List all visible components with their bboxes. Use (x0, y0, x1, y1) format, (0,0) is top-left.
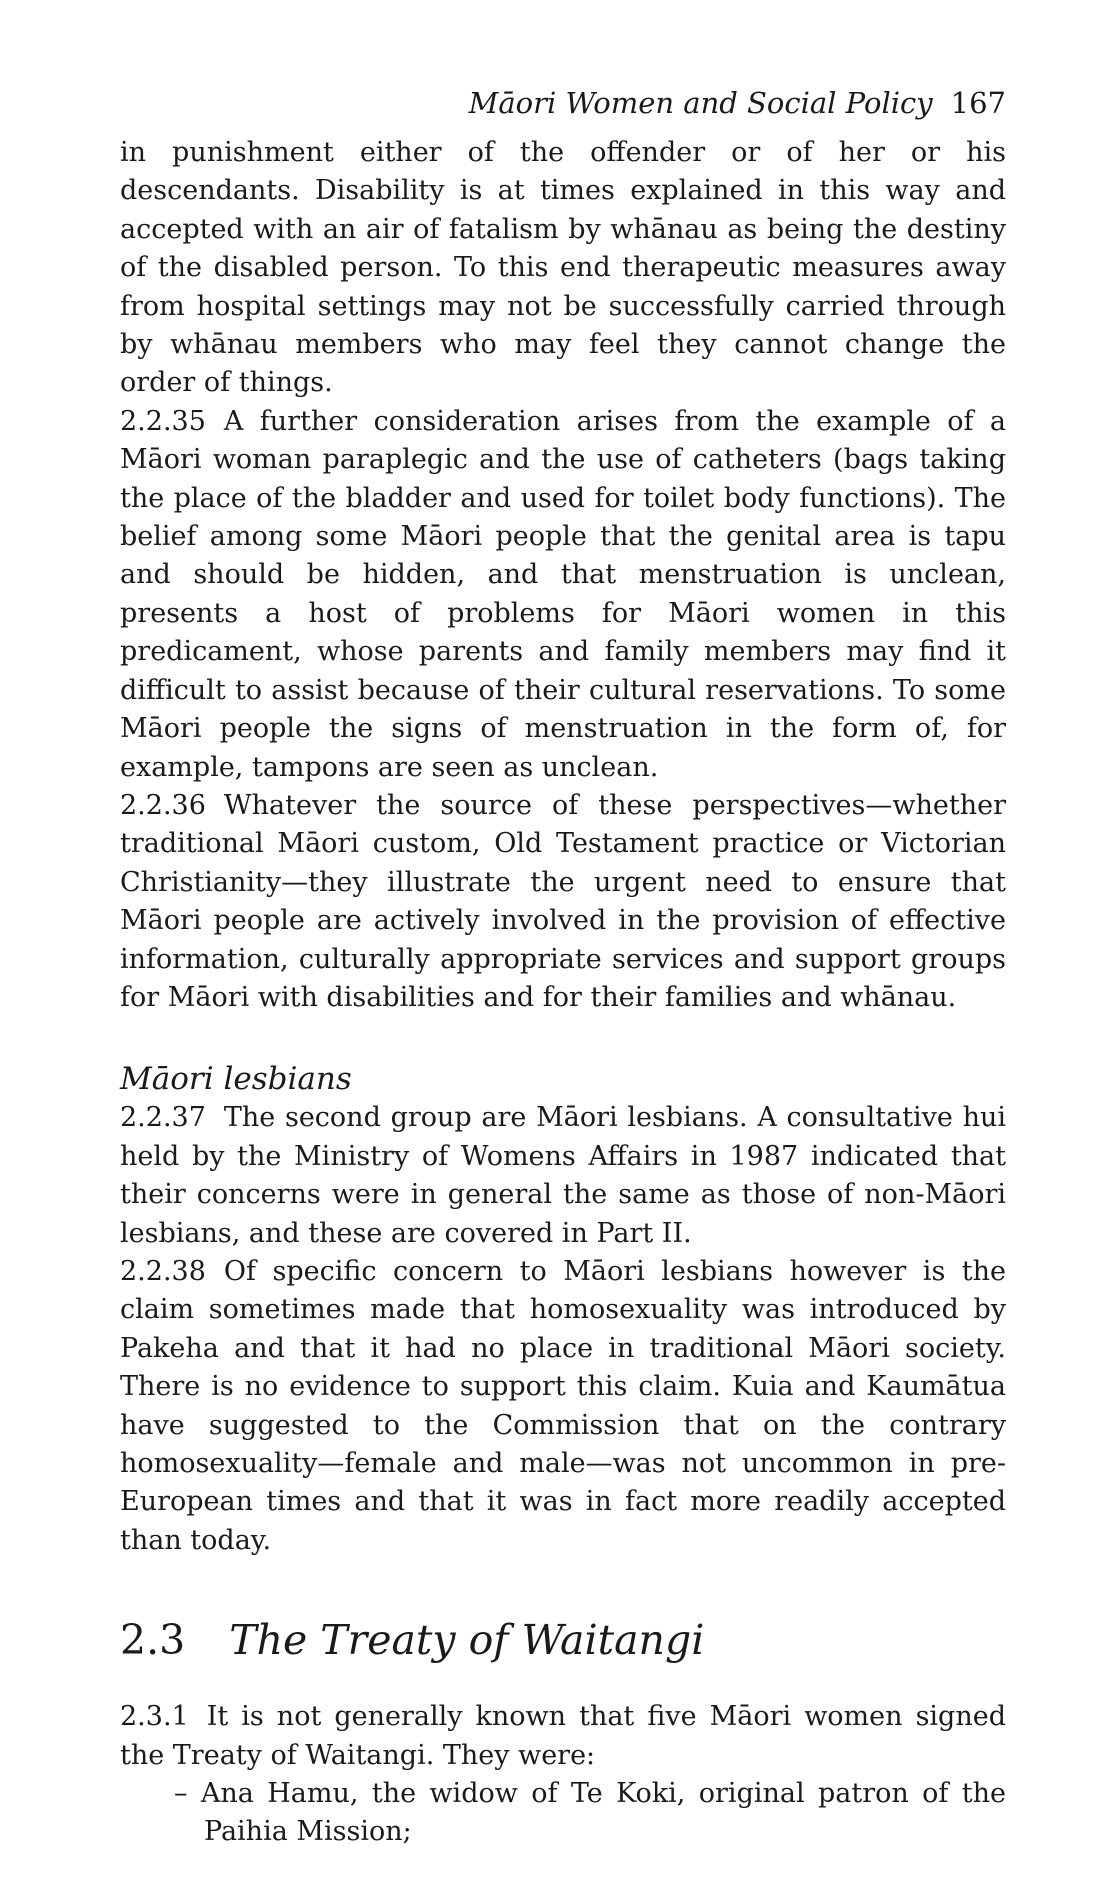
paragraph-2-2-36 (120, 787, 1006, 1017)
paragraph-text: The second group are Māori lesbians. A consultative hui held by the Ministry of Womens Affairs in 1987 indicated that their concerns were in general the same as those of non-Māori lesbians, and these are covered in Part II. (120, 1102, 1006, 1249)
paragraph-text: in punishment either of the offender or of her or his descendants. Disability is at times explained in this way and accepted with an air of fatalism by whānau as being the destiny of the disabled person. To this end therapeutic measures away from hospital settings may not be successfully carried through by whānau members who may feel they cannot change the order of things. (120, 137, 1006, 399)
page-number: 167 (950, 86, 1006, 120)
running-header-title: Māori Women and Social Policy (468, 86, 933, 120)
book-page (120, 86, 1006, 1852)
paragraph-2-2-38 (120, 1253, 1006, 1560)
section-heading (120, 1616, 1006, 1664)
list-item-text: Ana Hamu, the widow of Te Koki, original patron of the Paihia Mission; (200, 1778, 1006, 1848)
paragraph-number: 2.2.38 (120, 1255, 206, 1287)
paragraph-text: Whatever the source of these perspectives—whether traditional Māori custom, Old Testament practice or Victorian Christianity—they illustrate the urgent need to ensure that Māori people are actively involved in the provision of effective information, culturally appropriate services and support groups for Māori with disabilities and for their families and whānau. (120, 789, 1006, 1013)
paragraph-text: Of specific concern to Māori lesbians however is the claim sometimes made that homosexuality was introduced by Pakeha and that it had no place in traditional Māori society. There is no evidence to support this claim. Kuia and Kaumātua have suggested to the Commission that on the contrary homosexuality—female and male—was not uncommon in pre-European times and that it was in fact more readily accepted than today. (120, 1255, 1006, 1556)
running-header (120, 86, 1006, 120)
section-number: 2.3 (120, 1616, 186, 1665)
list-item (120, 1775, 1006, 1852)
paragraph-2-2-37 (120, 1099, 1006, 1253)
list-marker: – (174, 1778, 188, 1810)
paragraph-continued (120, 134, 1006, 403)
paragraph-2-2-35 (120, 403, 1006, 787)
paragraph-text: It is not generally known that five Māori women signed the Treaty of Waitangi. They were: (120, 1701, 1006, 1771)
paragraph-number: 2.2.35 (120, 405, 206, 437)
paragraph-2-3-1 (120, 1698, 1006, 1775)
paragraph-number: 2.2.36 (120, 789, 206, 821)
paragraph-number: 2.3.1 (120, 1701, 189, 1733)
section-title: The Treaty of Waitangi (229, 1616, 705, 1665)
subsection-heading: Māori lesbians (120, 1061, 352, 1098)
paragraph-number: 2.2.37 (120, 1102, 206, 1134)
paragraph-text: A further consideration arises from the example of a Māori woman paraplegic and the use of catheters (bags taking the place of the bladder and used for toilet body functions). The belief among some Māori people that the genital area is tapu and should be hidden, and that menstruation is unclean, presents a host of problems for Māori women in this predicament, whose parents and family members may find it difficult to assist because of their cultural reservations. To some Māori people the signs of menstruation in the form of, for example, tampons are seen as unclean. (120, 405, 1006, 783)
